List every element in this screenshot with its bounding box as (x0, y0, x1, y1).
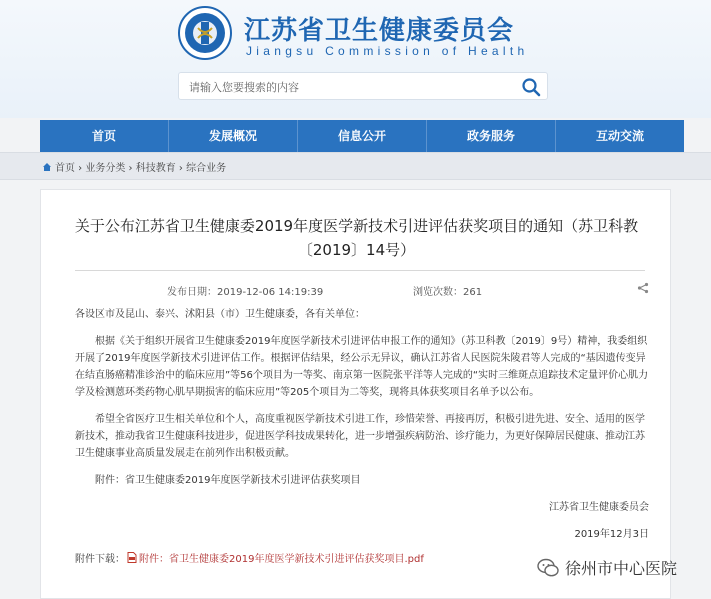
search-box (178, 72, 548, 100)
attachment-download (75, 550, 424, 565)
publish-date: 发布日期：2019-12-06 14:19:39 (167, 287, 324, 298)
paragraph-1: 根据《关于组织开展省卫生健康委2019年度医学新技术引进评估申报工作的通知》（苏卫科教〔2019〕9号）精神，我委组织开展了2019年度医学新技术引进评估工作。根据评估结果，经公示无异议，确认江苏省人民医院朱陵君等人完成的“基因遗传变异在结直肠癌精准诊治中的临床应用”等56个项目为一等奖、南京第一医院张平洋等人完成的“实时三维斑点追踪技术定量评价心肌力学及检测蒽环类药物心肌早期损害的临床应用”等205个项目为二等奖，现将具体获奖项目名单予以公布。 (75, 336, 649, 398)
wechat-icon (537, 558, 559, 578)
attachment-note: 附件：省卫生健康委2019年度医学新技术引进评估获奖项目 (95, 475, 361, 486)
watermark (537, 556, 677, 579)
main-nav (40, 120, 684, 152)
view-count: 浏览次数：261 (413, 287, 483, 298)
nav-item-interaction[interactable]: 互动交流 (595, 129, 644, 143)
article-panel (40, 189, 671, 599)
breadcrumb (42, 159, 226, 174)
share-icon[interactable] (637, 282, 649, 294)
breadcrumb-text[interactable]: 首页 › 业务分类 › 科技教育 › 综合业务 (55, 163, 227, 174)
watermark-text: 徐州市中心医院 (565, 559, 678, 578)
sign-date: 2019年12月3日 (574, 529, 649, 540)
emblem-logo-icon (178, 6, 232, 60)
search-icon[interactable] (521, 77, 541, 97)
article-title: 关于公布江苏省卫生健康委2019年度医学新技术引进评估获奖项目的通知（苏卫科教〔2019〕14号） (74, 217, 639, 259)
title-divider (75, 270, 645, 271)
nav-item-info[interactable]: 信息公开 (298, 120, 427, 152)
breadcrumb-bar (0, 152, 711, 180)
download-label: 附件下载： (75, 554, 125, 565)
site-subtitle: Jiangsu Commission of Health (246, 44, 529, 58)
search-input[interactable] (189, 78, 509, 96)
article-body (75, 306, 649, 553)
nav-item-services[interactable]: 政务服务 (427, 120, 556, 152)
pdf-file-icon (127, 552, 137, 563)
signature: 江苏省卫生健康委员会 (549, 502, 649, 513)
paragraph-2: 希望全省医疗卫生相关单位和个人，高度重视医学新技术引进工作，珍惜荣誉、再接再厉，积极引进先进、安全、适用的医学新技术，推动我省卫生健康科技进步，促进医学科技成果转化，进一步增强疾病防治、诊疗能力，为更好保障居民健康、推动江苏卫生健康事业高质量发展走在前列作出积极贡献。 (75, 414, 645, 459)
home-icon (42, 162, 52, 172)
nav-item-home[interactable]: 首页 (40, 120, 169, 152)
site-header (0, 0, 711, 118)
salutation: 各设区市及昆山、泰兴、沭阳县（市）卫生健康委，各有关单位： (75, 309, 365, 320)
site-title: 江苏省卫生健康委员会 (244, 16, 515, 46)
attachment-link[interactable]: 附件：省卫生健康委2019年度医学新技术引进评估获奖项目.pdf (139, 554, 424, 565)
nav-item-overview[interactable]: 发展概况 (169, 120, 298, 152)
